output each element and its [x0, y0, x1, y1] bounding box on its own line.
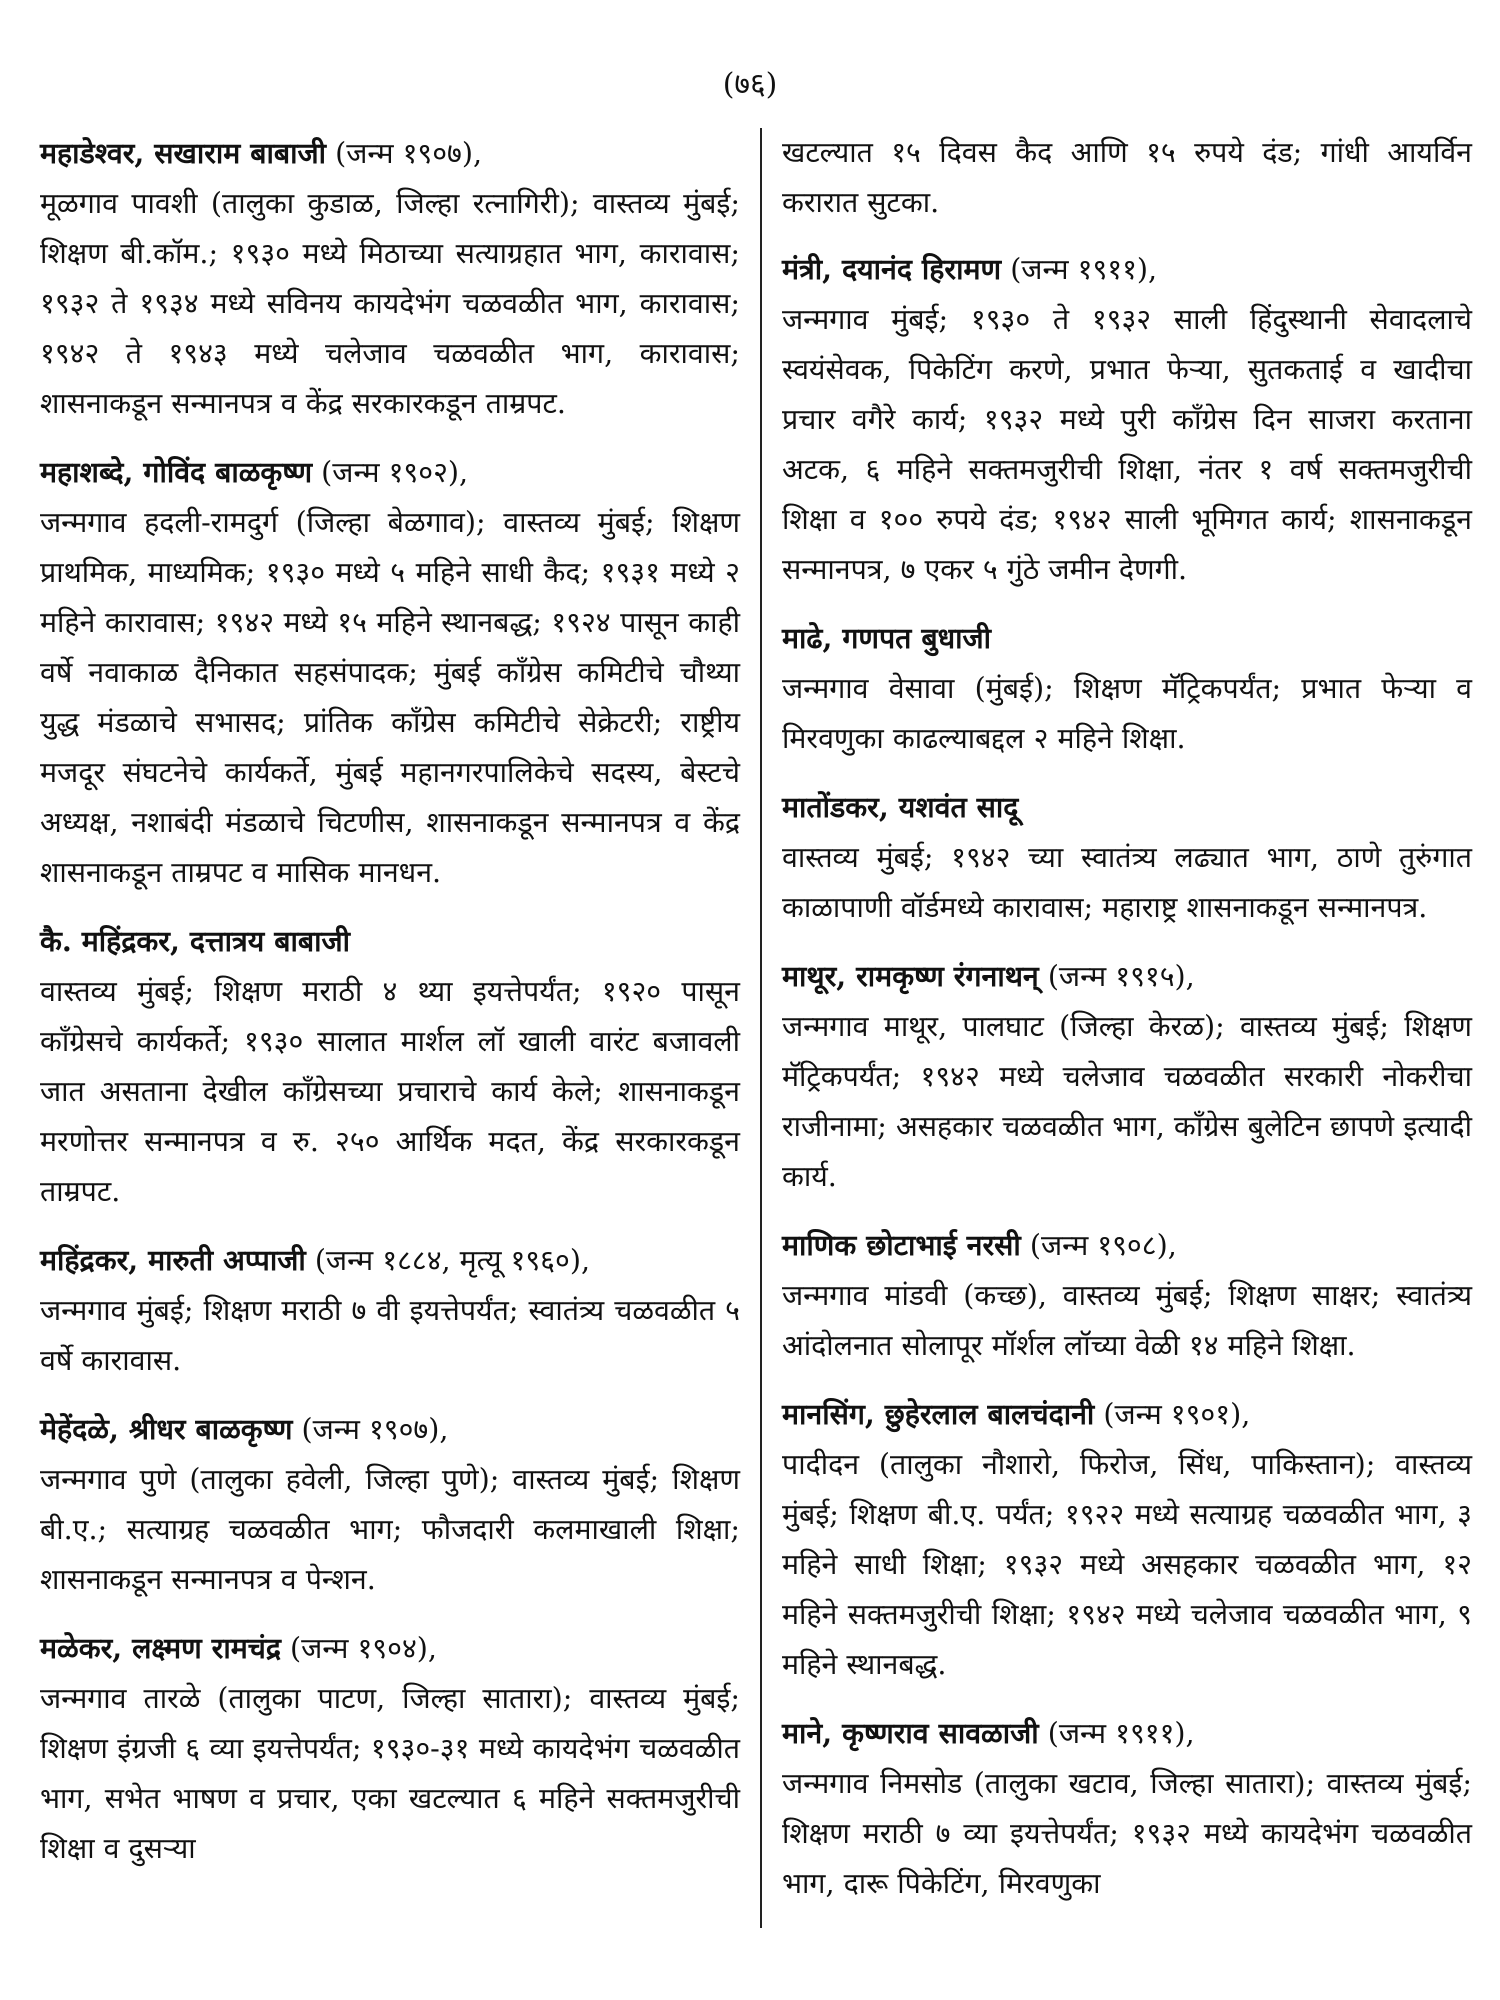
biography-entry: [782, 1220, 1472, 1371]
entry-dates: (जन्म १९११),: [1010, 253, 1158, 286]
entry-name: माने, कृष्णराव सावळाजी: [782, 1716, 1039, 1750]
entry-dates: (जन्म १८८४, मृत्यू १९६०),: [314, 1244, 590, 1277]
biography-entry: [782, 613, 1472, 764]
entry-text: मूळगाव पावशी (तालुका कुडाळ, जिल्हा रत्नागिरी); वास्तव्य मुंबई; शिक्षण बी.कॉम.; १९३० मध्ये मिठाच्या सत्याग्रहात भाग, कारावास; १९३२ ते १९३४ मध्ये सविनय कायदेभंग चळवळीत भाग, कारावास; १९४२ ते १९४३ मध्ये चलेजाव चळवळीत भाग, कारावास; शासनाकडून सन्मानपत्र व केंद्र सरकारकडून ताम्रपट.: [40, 187, 740, 420]
entry-dates: (जन्म १९०४),: [290, 1632, 437, 1665]
entry-text: जन्मगाव मुंबई; शिक्षण मराठी ७ वी इयत्तेपर्यंत; स्वातंत्र्य चळवळीत ५ वर्षे कारावास.: [40, 1294, 740, 1377]
continued-text: खटल्यात १५ दिवस कैद आणि १५ रुपये दंड; गांधी आयर्विन करारात सुटका.: [782, 136, 1472, 219]
entry-name: मेहेंदळे, श्रीधर बाळकृष्ण: [40, 1412, 293, 1446]
entry-dates: (जन्म १९०७),: [301, 1413, 449, 1446]
biography-entry: [782, 1708, 1472, 1909]
entry-heading: [782, 782, 1472, 833]
entry-text: जन्मगाव निमसोड (तालुका खटाव, जिल्हा सातारा); वास्तव्य मुंबई; शिक्षण मराठी ७ व्या इयत्तेपर्यंत; १९३२ मध्ये कायदेभंग चळवळीत भाग, दारू पिकेटिंग, मिरवणुका: [782, 1767, 1472, 1900]
biography-entry: [782, 1389, 1472, 1690]
entry-text: वास्तव्य मुंबई; १९४२ च्या स्वातंत्र्य लढ्यात भाग, ठाणे तुरुंगात काळापाणी वॉर्डमध्ये कारावास; महाराष्ट्र शासनाकडून सन्मानपत्र.: [782, 841, 1472, 924]
entry-dates: (जन्म १९१५),: [1047, 960, 1195, 993]
left-column: [40, 128, 740, 1892]
entry-text: जन्मगाव हदली-रामदुर्ग (जिल्हा बेळगाव); वास्तव्य मुंबई; शिक्षण प्राथमिक, माध्यमिक; १९३० मध्ये ५ महिने साधी कैद; १९३१ मध्ये २ महिने कारावास; १९४२ मध्ये १५ महिने स्थानबद्ध; १९२४ पासून काही वर्षे नवाकाळ दैनिकात सहसंपादक; मुंबई काँग्रेस कमिटीचे चौथ्या युद्ध मंडळाचे सभासद; प्रांतिक काँग्रेस कमिटीचे सेक्रेटरी; राष्ट्रीय मजदूर संघटनेचे कार्यकर्ते, मुंबई महानगरपालिकेचे सदस्य, बेस्टचे अध्यक्ष, नशाबंदी मंडळाचे चिटणीस, शासनाकडून सन्मानपत्र व केंद्र शासनाकडून ताम्रपट व मासिक मानधन.: [40, 506, 740, 889]
entry-name: महाडेश्वर, सखाराम बाबाजी: [40, 136, 327, 170]
biography-entry: [782, 782, 1472, 933]
entry-text: जन्मगाव मांडवी (कच्छ), वास्तव्य मुंबई; शिक्षण साक्षर; स्वातंत्र्य आंदोलनात सोलापूर मॉर्शल लॉच्या वेळी १४ महिने शिक्षा.: [782, 1279, 1472, 1362]
entry-text: जन्मगाव वेसावा (मुंबई); शिक्षण मॅट्रिकपर्यंत; प्रभात फेऱ्या व मिरवणुका काढल्याबद्दल २ महिने शिक्षा.: [782, 672, 1472, 755]
entry-name: माथूर, रामकृष्ण रंगनाथन्: [782, 959, 1039, 993]
entry-heading: [782, 1708, 1472, 1759]
biography-entry: [40, 1404, 740, 1605]
entry-text: वास्तव्य मुंबई; शिक्षण मराठी ४ थ्या इयत्तेपर्यंत; १९२० पासून काँग्रेसचे कार्यकर्ते; १९३० सालात मार्शल लॉ खाली वारंट बजावली जात असताना देखील काँग्रेसच्या प्रचाराचे कार्य केले; शासनाकडून मरणोत्तर सन्मानपत्र व रु. २५० आर्थिक मदत, केंद्र सरकारकडून ताम्रपट.: [40, 975, 740, 1208]
biography-entry: [40, 1235, 740, 1386]
entry-heading: [782, 244, 1472, 295]
entry-dates: (जन्म १९११),: [1047, 1717, 1195, 1750]
entry-dates: (जन्म १९०१),: [1103, 1398, 1251, 1431]
right-column: [782, 128, 1472, 1927]
entry-name: माढे, गणपत बुधाजी: [782, 621, 992, 655]
entry-dates: (जन्म १९०७),: [335, 137, 483, 170]
biography-entry: [782, 951, 1472, 1202]
entry-heading: [40, 1235, 740, 1286]
entry-name: मळेकर, लक्ष्मण रामचंद्र: [40, 1631, 281, 1665]
entry-heading: [782, 951, 1472, 1002]
entry-dates: (जन्म १९०२),: [321, 456, 469, 489]
entry-heading: [40, 916, 740, 967]
entry-heading: [782, 1389, 1472, 1440]
entry-heading: [40, 1404, 740, 1455]
biography-entry: [40, 128, 740, 429]
entry-heading: [40, 447, 740, 498]
page-number: (७६): [722, 67, 778, 102]
entry-heading: [782, 1220, 1472, 1271]
entry-name: मंत्री, दयानंद हिरामण: [782, 252, 1002, 286]
biography-entry: [782, 244, 1472, 595]
entry-name: माणिक छोटाभाई नरसी: [782, 1228, 1021, 1262]
entry-heading: [40, 128, 740, 179]
entry-text: जन्मगाव पुणे (तालुका हवेली, जिल्हा पुणे); वास्तव्य मुंबई; शिक्षण बी.ए.; सत्याग्रह चळवळीत भाग; फौजदारी कलमाखाली शिक्षा; शासनाकडून सन्मानपत्र व पेन्शन.: [40, 1463, 740, 1596]
biography-entry: [40, 1623, 740, 1874]
entry-heading: [782, 613, 1472, 664]
entry-text: पादीदन (तालुका नौशारो, फिरोज, सिंध, पाकिस्तान); वास्तव्य मुंबई; शिक्षण बी.ए. पर्यंत; १९२२ मध्ये सत्याग्रह चळवळीत भाग, ३ महिने साधी शिक्षा; १९३२ मध्ये असहकार चळवळीत भाग, १२ महिने सक्तमजुरीची शिक्षा; १९४२ मध्ये चलेजाव चळवळीत भाग, ९ महिने स्थानबद्ध.: [782, 1448, 1472, 1681]
biography-entry: [40, 916, 740, 1217]
entry-name: महाशब्दे, गोविंद बाळकृष्ण: [40, 455, 313, 489]
entry-name: मानसिंग, छुहेरलाल बालचंदानी: [782, 1397, 1095, 1431]
entry-dates: (जन्म १९०८),: [1029, 1229, 1177, 1262]
entry-name: कै. महिंद्रकर, दत्तात्रय बाबाजी: [40, 924, 351, 958]
biography-entry: [40, 447, 740, 898]
entry-text: जन्मगाव मुंबई; १९३० ते १९३२ साली हिंदुस्थानी सेवादलाचे स्वयंसेवक, पिकेटिंग करणे, प्रभात फेऱ्या, सुतकताई व खादीचा प्रचार वगैरे कार्य; १९३२ मध्ये पुरी काँग्रेस दिन साजरा करताना अटक, ६ महिने सक्तमजुरीची शिक्षा, नंतर १ वर्ष सक्तमजुरीची शिक्षा व १०० रुपये दंड; १९४२ साली भूमिगत कार्य; शासनाकडून सन्मानपत्र, ७ एकर ५ गुंठे जमीन देणगी.: [782, 303, 1472, 586]
column-divider: [760, 128, 762, 1928]
entry-name: मातोंडकर, यशवंत सादू: [782, 790, 1019, 824]
entry-heading: [40, 1623, 740, 1674]
entry-name: महिंद्रकर, मारुती अप्पाजी: [40, 1243, 306, 1277]
entry-text: जन्मगाव माथूर, पालघाट (जिल्हा केरळ); वास्तव्य मुंबई; शिक्षण मॅट्रिकपर्यंत; १९४२ मध्ये चलेजाव चळवळीत सरकारी नोकरीचा राजीनामा; असहकार चळवळीत भाग, काँग्रेस बुलेटिन छापणे इत्यादी कार्य.: [782, 1010, 1472, 1193]
entry-text: जन्मगाव तारळे (तालुका पाटण, जिल्हा सातारा); वास्तव्य मुंबई; शिक्षण इंग्रजी ६ व्या इयत्तेपर्यंत; १९३०-३१ मध्ये कायदेभंग चळवळीत भाग, सभेत भाषण व प्रचार, एका खटल्यात ६ महिने सक्तमजुरीची शिक्षा व दुसऱ्या: [40, 1682, 740, 1865]
